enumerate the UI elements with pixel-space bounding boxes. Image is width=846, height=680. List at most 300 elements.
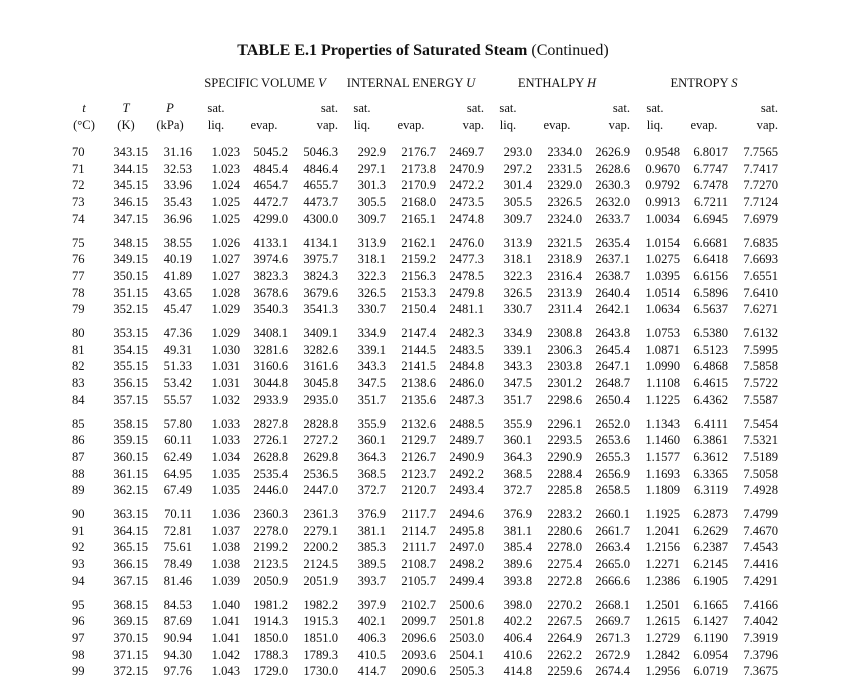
table-cell: 1.027 xyxy=(211,252,240,267)
table-cell: 3824.3 xyxy=(303,268,338,283)
table-cell: 6.2145 xyxy=(693,557,728,572)
table-cell: 1.0395 xyxy=(645,268,680,283)
table-cell: 356.15 xyxy=(113,376,148,391)
column-header: sat. xyxy=(646,101,664,115)
column-header: evap. xyxy=(250,118,278,132)
table-row xyxy=(64,630,778,647)
table-cell: 1.0634 xyxy=(645,302,680,317)
table-cell: 2199.2 xyxy=(253,540,288,555)
table-cell: 2500.6 xyxy=(449,597,484,612)
table-cell: 1.1693 xyxy=(645,466,680,481)
table-cell: 368.15 xyxy=(113,597,148,612)
table-cell: 2156.3 xyxy=(401,268,436,283)
table-cell: 6.7211 xyxy=(693,195,728,210)
table-cell: 2494.6 xyxy=(449,507,484,522)
table-cell: 2935.0 xyxy=(303,392,338,407)
table-cell: 4655.7 xyxy=(303,178,338,193)
table-cell: 2665.0 xyxy=(595,557,630,572)
table-cell: 2671.3 xyxy=(595,630,630,645)
column-header-row-2 xyxy=(64,117,778,134)
table-cell: 355.15 xyxy=(113,359,148,374)
table-cell: 2482.3 xyxy=(449,326,484,341)
column-header: vap. xyxy=(608,118,630,132)
table-cell: 0.9913 xyxy=(645,195,680,210)
table-cell: 2360.3 xyxy=(253,507,288,522)
table-cell: 2484.8 xyxy=(449,359,484,374)
table-cell: 334.9 xyxy=(357,326,386,341)
table-cell: 360.1 xyxy=(503,433,532,448)
table-cell: 402.2 xyxy=(503,614,532,629)
table-cell: 381.1 xyxy=(357,523,386,538)
table-cell: 2503.0 xyxy=(449,630,484,645)
table-cell: 7.4670 xyxy=(743,523,778,538)
table-cell: 98 xyxy=(72,647,85,662)
table-cell: 2326.5 xyxy=(547,195,582,210)
table-cell: 7.3919 xyxy=(743,630,778,645)
table-cell: 353.15 xyxy=(113,326,148,341)
table-cell: 7.7270 xyxy=(743,178,778,193)
table-cell: 1.023 xyxy=(211,145,240,159)
column-header: sat. xyxy=(499,101,517,115)
column-header: vap. xyxy=(316,118,338,132)
table-cell: 339.1 xyxy=(503,342,532,357)
table-cell: 1729.0 xyxy=(253,664,288,679)
table-cell: 6.3612 xyxy=(693,449,728,464)
table-cell: 7.4928 xyxy=(743,483,778,498)
table-cell: 410.6 xyxy=(503,647,532,662)
table-cell: 2487.3 xyxy=(449,392,484,407)
table-cell: 2493.4 xyxy=(449,483,484,498)
group-spacer xyxy=(64,134,778,144)
group-header-row xyxy=(64,73,778,93)
table-cell: 358.15 xyxy=(113,416,148,431)
table-cell: 90 xyxy=(72,507,85,522)
table-cell: 2311.4 xyxy=(547,302,582,317)
table-cell: 2334.0 xyxy=(547,145,582,159)
table-cell: 7.6693 xyxy=(743,252,778,267)
table-cell: 2640.4 xyxy=(595,285,630,300)
table-cell: 364.3 xyxy=(503,449,532,464)
table-row xyxy=(64,251,778,268)
table-cell: 4472.7 xyxy=(253,195,288,210)
table-cell: 35.43 xyxy=(163,195,192,210)
table-cell: 6.1905 xyxy=(693,573,728,588)
table-cell: 7.4543 xyxy=(743,540,778,555)
table-cell: 2828.8 xyxy=(303,416,338,431)
table-cell: 2661.7 xyxy=(595,523,630,538)
table-cell: 1915.3 xyxy=(303,614,338,629)
table-cell: 6.4615 xyxy=(693,376,728,391)
table-cell: 0.9670 xyxy=(645,161,680,176)
table-cell: 2637.1 xyxy=(595,252,630,267)
table-cell: 7.4291 xyxy=(743,573,778,588)
table-cell: 318.1 xyxy=(503,252,532,267)
table-title-main: TABLE E.1 Properties of Saturated Steam xyxy=(237,42,528,59)
table-cell: 2660.1 xyxy=(595,507,630,522)
table-cell: 355.9 xyxy=(503,416,532,431)
table-cell: 2290.9 xyxy=(547,449,582,464)
table-cell: 345.15 xyxy=(113,178,148,193)
table-cell: 1.1925 xyxy=(645,507,680,522)
table-cell: 2630.3 xyxy=(595,178,630,193)
table-cell: 2638.7 xyxy=(595,268,630,283)
table-cell: 72 xyxy=(72,178,85,193)
table-cell: 3408.1 xyxy=(253,326,288,341)
table-cell: 2313.9 xyxy=(547,285,582,300)
table-cell: 2114.7 xyxy=(401,523,436,538)
table-cell: 313.9 xyxy=(357,235,386,250)
table-cell: 1.027 xyxy=(211,268,240,283)
table-cell: 31.16 xyxy=(163,145,192,159)
table-cell: 6.0954 xyxy=(693,647,728,662)
table-cell: 7.4166 xyxy=(743,597,778,612)
table-cell: 2535.4 xyxy=(253,466,288,481)
table-cell: 334.9 xyxy=(503,326,532,341)
table-cell: 366.15 xyxy=(113,557,148,572)
table-cell: 297.1 xyxy=(357,161,386,176)
column-header: P xyxy=(166,101,174,115)
table-row xyxy=(64,392,778,409)
table-cell: 6.0719 xyxy=(693,664,728,679)
table-cell: 2275.4 xyxy=(547,557,582,572)
column-header: sat. xyxy=(466,101,484,115)
column-header: sat. xyxy=(760,101,778,115)
table-cell: 2111.7 xyxy=(402,540,436,555)
table-cell: 1.039 xyxy=(211,573,240,588)
table-cell: 7.6979 xyxy=(743,211,778,226)
table-cell: 2481.1 xyxy=(449,302,484,317)
table-cell: 301.3 xyxy=(357,178,386,193)
table-cell: 2267.5 xyxy=(547,614,582,629)
table-cell: 2105.7 xyxy=(401,573,436,588)
table-cell: 398.0 xyxy=(503,597,532,612)
table-cell: 4654.7 xyxy=(253,178,288,193)
table-cell: 3823.3 xyxy=(253,268,288,283)
table-cell: 86 xyxy=(72,433,85,448)
table-cell: 2153.3 xyxy=(401,285,436,300)
table-row xyxy=(64,647,778,664)
table-row xyxy=(64,268,778,285)
table-cell: 2827.8 xyxy=(253,416,288,431)
table-cell: 343.3 xyxy=(357,359,386,374)
table-cell: 318.1 xyxy=(357,252,386,267)
table-cell: 368.5 xyxy=(503,466,532,481)
table-cell: 414.7 xyxy=(357,664,386,679)
table-cell: 1.0154 xyxy=(645,235,680,250)
table-cell: 2150.4 xyxy=(401,302,436,317)
table-cell: 47.36 xyxy=(163,326,192,341)
table-cell: 6.4111 xyxy=(694,416,728,431)
table-cell: 33.96 xyxy=(163,178,192,193)
table-cell: 4846.4 xyxy=(303,161,338,176)
table-cell: 1.0871 xyxy=(645,342,680,357)
table-cell: 2642.1 xyxy=(595,302,630,317)
table-cell: 74 xyxy=(72,211,85,226)
table-cell: 1.2156 xyxy=(645,540,680,555)
table-cell: 1.1460 xyxy=(645,433,680,448)
table-cell: 1.035 xyxy=(211,483,240,498)
table-cell: 301.4 xyxy=(503,178,532,193)
table-cell: 2492.2 xyxy=(449,466,484,481)
table-cell: 2279.1 xyxy=(303,523,338,538)
table-cell: 2283.2 xyxy=(547,507,582,522)
table-cell: 2329.0 xyxy=(547,178,582,193)
table-cell: 83 xyxy=(72,376,85,391)
group-header-enthalpy: ENTHALPY H xyxy=(517,75,597,90)
table-cell: 3540.3 xyxy=(253,302,288,317)
table-cell: 2270.2 xyxy=(547,597,582,612)
group-header-internal-energy: INTERNAL ENERGY U xyxy=(346,75,476,90)
table-cell: 6.5380 xyxy=(693,326,728,341)
table-cell: 406.3 xyxy=(357,630,386,645)
table-cell: 385.4 xyxy=(503,540,532,555)
column-header: (K) xyxy=(117,118,135,132)
table-cell: 6.1190 xyxy=(693,630,728,645)
column-header: vap. xyxy=(462,118,484,132)
table-cell: 7.5189 xyxy=(743,449,778,464)
table-cell: 2120.7 xyxy=(401,483,436,498)
table-cell: 3045.8 xyxy=(303,376,338,391)
table-cell: 2303.8 xyxy=(547,359,582,374)
table-cell: 80 xyxy=(72,326,85,341)
table-cell: 6.2873 xyxy=(693,507,728,522)
table-cell: 78 xyxy=(72,285,85,300)
table-cell: 1850.0 xyxy=(253,630,288,645)
table-cell: 97 xyxy=(72,630,85,645)
table-cell: 64.95 xyxy=(163,466,192,481)
table-cell: 4134.1 xyxy=(303,235,338,250)
table-cell: 6.5896 xyxy=(693,285,728,300)
table-cell: 2296.1 xyxy=(547,416,582,431)
table-cell: 3409.1 xyxy=(303,326,338,341)
table-cell: 2643.8 xyxy=(595,326,630,341)
table-row xyxy=(64,556,778,573)
table-cell: 6.2387 xyxy=(693,540,728,555)
table-cell: 2536.5 xyxy=(303,466,338,481)
table-cell: 1.0034 xyxy=(645,211,680,226)
table-row xyxy=(64,506,778,523)
table-cell: 2117.7 xyxy=(401,507,436,522)
table-cell: 7.5858 xyxy=(743,359,778,374)
table-row xyxy=(64,177,778,194)
table-cell: 51.33 xyxy=(163,359,192,374)
table-cell: 2476.0 xyxy=(449,235,484,250)
table-cell: 372.15 xyxy=(113,664,148,679)
table-cell: 2633.7 xyxy=(595,211,630,226)
table-cell: 7.5454 xyxy=(743,416,778,431)
table-cell: 360.15 xyxy=(113,449,148,464)
table-cell: 2138.6 xyxy=(401,376,436,391)
table-cell: 1.032 xyxy=(211,392,240,407)
table-cell: 82 xyxy=(72,359,85,374)
table-cell: 7.5321 xyxy=(743,433,778,448)
table-cell: 1.031 xyxy=(211,376,240,391)
table-cell: 297.2 xyxy=(503,161,532,176)
table-row xyxy=(64,285,778,302)
table-cell: 88 xyxy=(72,466,85,481)
table-cell: 6.1665 xyxy=(693,597,728,612)
table-cell: 1.2386 xyxy=(645,573,680,588)
table-row xyxy=(64,466,778,483)
table-cell: 67.49 xyxy=(163,483,192,498)
table-cell: 1.029 xyxy=(211,302,240,317)
table-cell: 2135.6 xyxy=(401,392,436,407)
table-cell: 2278.0 xyxy=(253,523,288,538)
table-row xyxy=(64,663,778,680)
table-cell: 6.7747 xyxy=(693,161,728,176)
table-cell: 2933.9 xyxy=(253,392,288,407)
table-cell: 1.0275 xyxy=(645,252,680,267)
table-cell: 2477.3 xyxy=(449,252,484,267)
table-cell: 5045.2 xyxy=(253,145,288,159)
table-cell: 0.9792 xyxy=(645,178,680,193)
table-cell: 1.037 xyxy=(211,523,240,538)
table-cell: 77 xyxy=(72,268,85,283)
table-cell: 1.035 xyxy=(211,466,240,481)
group-spacer xyxy=(64,499,778,506)
table-cell: 1.2501 xyxy=(645,597,680,612)
table-cell: 343.15 xyxy=(113,145,148,159)
table-cell: 2316.4 xyxy=(547,268,582,283)
table-cell: 1.041 xyxy=(211,614,240,629)
table-cell: 7.7565 xyxy=(743,145,778,159)
table-cell: 2668.1 xyxy=(595,597,630,612)
table-cell: 2099.7 xyxy=(401,614,436,629)
table-title-suffix: (Continued) xyxy=(531,42,609,59)
table-cell: 1789.3 xyxy=(303,647,338,662)
table-cell: 292.9 xyxy=(357,145,386,159)
table-cell: 355.9 xyxy=(357,416,386,431)
table-cell: 3282.6 xyxy=(303,342,338,357)
table-cell: 38.55 xyxy=(163,235,192,250)
table-cell: 6.4868 xyxy=(693,359,728,374)
table-cell: 4845.4 xyxy=(253,161,288,176)
table-row xyxy=(64,416,778,433)
table-row xyxy=(64,325,778,342)
table-cell: 1.1108 xyxy=(645,376,680,391)
table-cell: 2472.2 xyxy=(449,178,484,193)
column-header: sat. xyxy=(353,101,371,115)
table-cell: 2147.4 xyxy=(401,326,436,341)
table-cell: 1.025 xyxy=(211,195,240,210)
table-cell: 75 xyxy=(72,235,85,250)
table-cell: 41.89 xyxy=(163,268,192,283)
table-cell: 2653.6 xyxy=(595,433,630,448)
table-cell: 397.9 xyxy=(357,597,386,612)
table-cell: 3161.6 xyxy=(303,359,338,374)
table-cell: 36.96 xyxy=(163,211,192,226)
table-cell: 3160.6 xyxy=(253,359,288,374)
table-cell: 6.7478 xyxy=(693,178,728,193)
table-cell: 1.042 xyxy=(211,647,240,662)
table-cell: 49.31 xyxy=(163,342,192,357)
table-cell: 2141.5 xyxy=(401,359,436,374)
table-cell: 6.3119 xyxy=(693,483,728,498)
table-cell: 2126.7 xyxy=(401,449,436,464)
table-cell: 1.2271 xyxy=(645,557,680,572)
column-header: T xyxy=(122,101,130,115)
table-cell: 1730.0 xyxy=(303,664,338,679)
table-cell: 389.5 xyxy=(357,557,386,572)
table-cell: 2650.4 xyxy=(595,392,630,407)
group-spacer xyxy=(64,318,778,325)
table-cell: 1.2041 xyxy=(645,523,680,538)
table-cell: 7.5995 xyxy=(743,342,778,357)
table-cell: 2473.5 xyxy=(449,195,484,210)
table-title xyxy=(0,42,846,60)
table-cell: 2176.7 xyxy=(401,145,436,159)
column-header: sat. xyxy=(207,101,225,115)
table-cell: 2301.2 xyxy=(547,376,582,391)
table-cell: 2123.5 xyxy=(253,557,288,572)
table-cell: 2727.2 xyxy=(303,433,338,448)
table-cell: 2321.5 xyxy=(547,235,582,250)
table-cell: 344.15 xyxy=(113,161,148,176)
table-cell: 1.2729 xyxy=(645,630,680,645)
table-cell: 7.5058 xyxy=(743,466,778,481)
table-cell: 1.029 xyxy=(211,326,240,341)
table-cell: 4473.7 xyxy=(303,195,338,210)
table-cell: 6.6945 xyxy=(693,211,728,226)
table-cell: 2124.5 xyxy=(303,557,338,572)
table-cell: 1.1225 xyxy=(645,392,680,407)
table-cell: 309.7 xyxy=(503,211,532,226)
table-cell: 1.033 xyxy=(211,433,240,448)
table-cell: 1.0990 xyxy=(645,359,680,374)
table-cell: 2090.6 xyxy=(401,664,436,679)
table-cell: 313.9 xyxy=(503,235,532,250)
table-cell: 2501.8 xyxy=(449,614,484,629)
table-cell: 347.15 xyxy=(113,211,148,226)
table-row xyxy=(64,449,778,466)
table-cell: 364.15 xyxy=(113,523,148,538)
table-cell: 6.2629 xyxy=(693,523,728,538)
table-cell: 2200.2 xyxy=(303,540,338,555)
table-cell: 389.6 xyxy=(503,557,532,572)
table-cell: 79 xyxy=(72,302,85,317)
table-cell: 1.038 xyxy=(211,540,240,555)
table-cell: 326.5 xyxy=(357,285,386,300)
table-cell: 2635.4 xyxy=(595,235,630,250)
table-cell: 1.1577 xyxy=(645,449,680,464)
table-cell: 2629.8 xyxy=(303,449,338,464)
table-cell: 7.4799 xyxy=(743,507,778,522)
column-header: evap. xyxy=(690,118,718,132)
table-row xyxy=(64,194,778,211)
table-cell: 4133.1 xyxy=(253,235,288,250)
table-cell: 1.033 xyxy=(211,416,240,431)
table-cell: 7.3675 xyxy=(743,664,778,679)
table-cell: 347.5 xyxy=(503,376,532,391)
table-cell: 393.8 xyxy=(503,573,532,588)
table-cell: 309.7 xyxy=(357,211,386,226)
table-cell: 99 xyxy=(72,664,85,679)
table-cell: 2478.5 xyxy=(449,268,484,283)
table-cell: 1.026 xyxy=(211,235,240,250)
table-cell: 87 xyxy=(72,449,85,464)
table-cell: 385.3 xyxy=(357,540,386,555)
table-cell: 406.4 xyxy=(503,630,532,645)
table-cell: 2486.0 xyxy=(449,376,484,391)
table-cell: 349.15 xyxy=(113,252,148,267)
table-cell: 2652.0 xyxy=(595,416,630,431)
table-cell: 92 xyxy=(72,540,85,555)
table-cell: 351.7 xyxy=(357,392,386,407)
table-cell: 7.6410 xyxy=(743,285,778,300)
table-cell: 6.5123 xyxy=(693,342,728,357)
table-cell: 346.15 xyxy=(113,195,148,210)
table-cell: 372.7 xyxy=(357,483,386,498)
